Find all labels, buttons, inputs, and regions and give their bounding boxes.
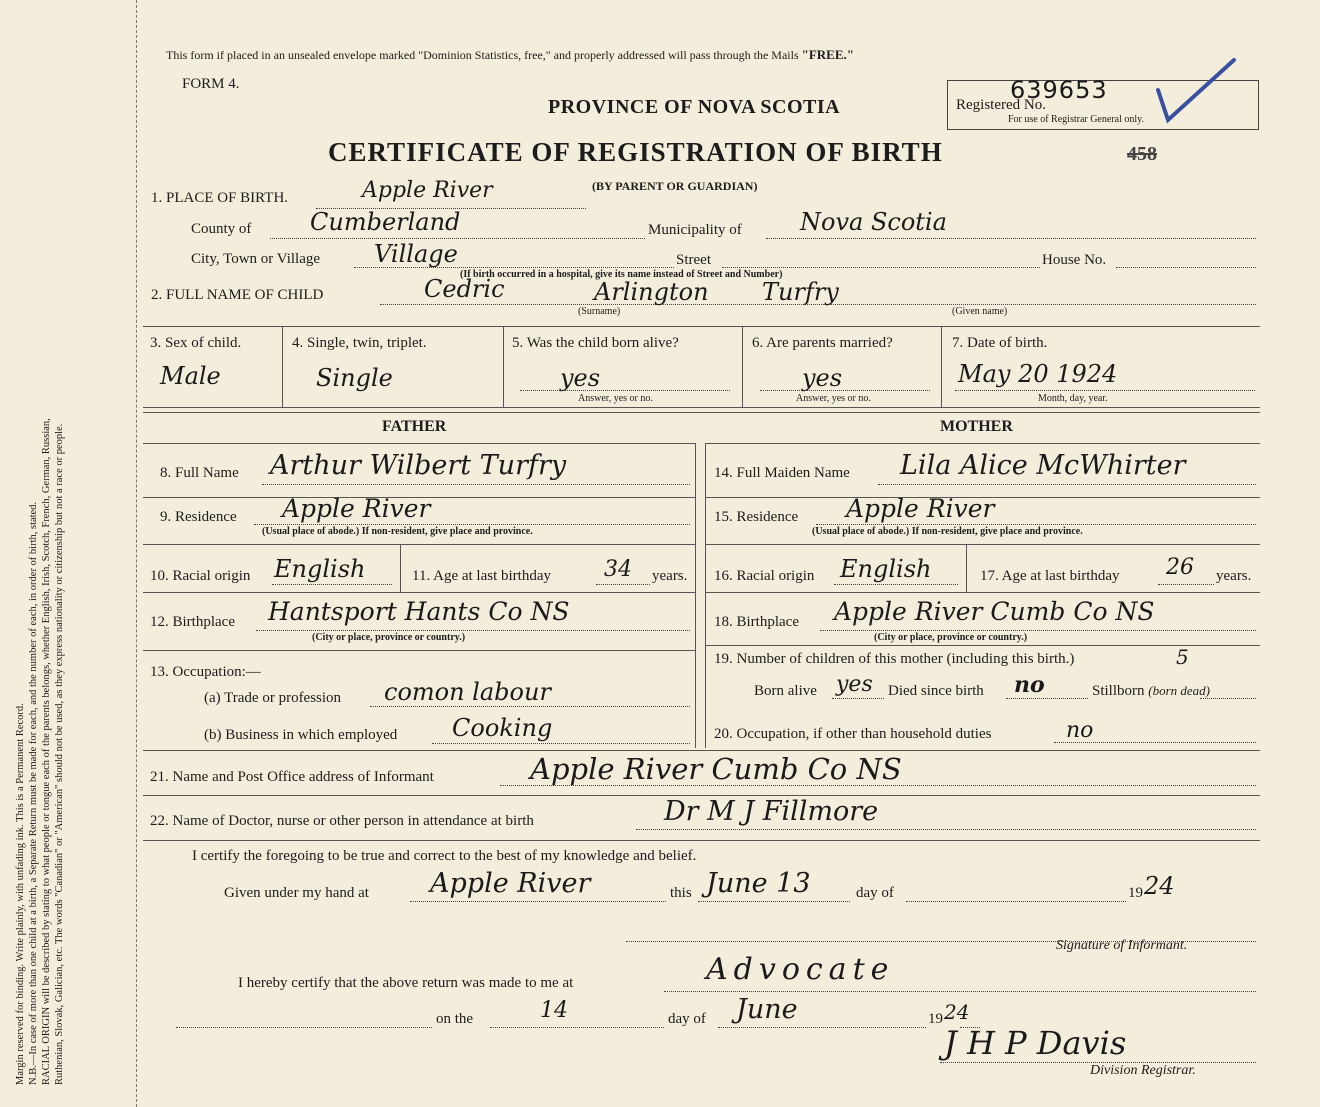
father-business-label: (b) Business in which employed	[204, 727, 398, 743]
registrar-signature: J H P Davis	[944, 1024, 1127, 1062]
mother-children-value: 5	[1176, 645, 1189, 669]
registrar-place-line	[664, 991, 1256, 992]
father-residence-value: Apple River	[282, 494, 431, 523]
stillborn-note: (born dead)	[1148, 683, 1211, 698]
given-day-of-label: day of	[856, 885, 894, 901]
certificate-subtitle: (BY PARENT OR GUARDIAN)	[592, 179, 758, 193]
mother-abode-note: (Usual place of abode.) If non-resident, give place and province.	[812, 526, 1083, 537]
father-birthplace-label: 12. Birthplace	[150, 614, 235, 630]
row3-divider-1	[282, 326, 283, 407]
registrar-on-the-label: on the	[436, 1011, 474, 1027]
given-place-line	[410, 901, 666, 902]
mother-row-rule-2	[705, 544, 1260, 545]
registrar-year-value: 24	[944, 1000, 970, 1024]
certificate-title: CERTIFICATE OF REGISTRATION OF BIRTH	[328, 137, 943, 167]
child-given-value: Turfry	[762, 278, 839, 306]
given-date-line	[698, 901, 850, 902]
stillborn-label	[1092, 683, 1210, 700]
father-age-value: 34	[604, 557, 632, 582]
parents-married-value: yes	[802, 364, 843, 392]
margin-line-1: Margin reserved for binding. Write plainly, with unfading ink. This is a Permanent Record.	[15, 703, 26, 1085]
city-value: Village	[374, 240, 458, 268]
county-line	[270, 238, 645, 239]
registrar-day-line	[490, 1027, 664, 1028]
father-race-label: 10. Racial origin	[150, 568, 251, 584]
place-of-birth-label: 1. PLACE OF BIRTH.	[151, 190, 289, 206]
street-line	[722, 267, 1040, 268]
father-race-divider	[400, 544, 401, 592]
registrar-place-value: Advocate	[706, 952, 895, 987]
born-alive-count-label: Born alive	[754, 683, 817, 699]
father-abode-note: (Usual place of abode.) If non-resident, give place and province.	[262, 526, 533, 537]
mother-age-label: 17. Age at last birthday	[980, 568, 1120, 584]
city-label: City, Town or Village	[191, 251, 321, 267]
dob-note: Month, day, year.	[1038, 393, 1108, 404]
margin-line-3: RACIAL ORIGIN will be described by stating to what people or tongue each of the parents belongs, whether English, Irish, Scotch, French, German, Russian,	[41, 418, 52, 1085]
father-occupation-label: 13. Occupation:—	[150, 664, 261, 680]
county-value: Cumberland	[310, 208, 461, 236]
dob-line	[955, 390, 1255, 391]
father-years-label: years.	[652, 568, 688, 584]
street-label: Street	[676, 252, 711, 268]
sex-label: 3. Sex of child.	[150, 335, 242, 351]
informant-value: Apple River Cumb Co NS	[530, 752, 902, 786]
doctor-value: Dr M J Fillmore	[664, 796, 879, 827]
parents-married-label: 6. Are parents married?	[752, 335, 893, 351]
stillborn-label-text: Stillborn	[1092, 683, 1145, 699]
mother-age-value: 26	[1166, 555, 1194, 580]
informant-label: 21. Name and Post Office address of Informant	[150, 769, 434, 785]
mother-race-value: English	[840, 555, 932, 583]
place-of-birth-value: Apple River	[362, 178, 493, 203]
mother-residence-line	[816, 524, 1256, 525]
binding-margin-rule	[136, 0, 137, 1107]
father-business-line	[432, 743, 690, 744]
form-number: FORM 4.	[182, 76, 240, 92]
row3-bottom-rule	[143, 407, 1260, 408]
mail-notice	[166, 47, 854, 63]
margin-line-4: Ruthenian, Slovak, Galician, etc. The words "Canadian" or "American" should not be used, as they express nationality or citizenship but not a race or people.	[54, 423, 65, 1085]
row3-divider-3	[742, 326, 743, 407]
doctor-label: 22. Name of Doctor, nurse or other person in attendance at birth	[150, 813, 534, 829]
mother-age-line	[1158, 584, 1214, 585]
registrar-month-value: June	[736, 994, 798, 1025]
hospital-note: (If birth occurred in a hospital, give its name instead of Street and Number)	[460, 269, 783, 280]
mother-race-label: 16. Racial origin	[714, 568, 815, 584]
father-residence-line	[254, 524, 690, 525]
mother-heading: MOTHER	[940, 418, 1013, 435]
parents-top-rule	[143, 412, 1260, 413]
father-trade-line	[370, 706, 690, 707]
row3-top-rule	[143, 326, 1260, 327]
father-heading-rule	[143, 443, 695, 444]
mother-left-rule	[705, 443, 706, 748]
child-middle-value: Arlington	[594, 278, 709, 306]
father-name-label: 8. Full Name	[160, 465, 239, 481]
mother-birthplace-line	[820, 630, 1256, 631]
registrar-note: For use of Registrar General only.	[1008, 114, 1144, 125]
born-alive-count-value: yes	[836, 672, 873, 697]
father-age-line	[596, 584, 650, 585]
given-place-value: Apple River	[430, 868, 591, 899]
father-row-rule-3	[143, 592, 695, 593]
mother-occupation-label: 20. Occupation, if other than household duties	[714, 726, 992, 742]
dob-label: 7. Date of birth.	[952, 335, 1048, 351]
registrar-year-prefix: 19	[928, 1011, 943, 1027]
this-label: this	[670, 885, 692, 901]
mother-name-value: Lila Alice McWhirter	[900, 450, 1186, 481]
registrar-blank-line	[176, 1027, 432, 1028]
mail-free-text: "FREE."	[801, 47, 854, 62]
county-label: County of	[191, 221, 252, 237]
given-year-prefix: 19	[1128, 885, 1143, 901]
father-trade-value: comon labour	[384, 678, 551, 706]
mother-occupation-value: no	[1066, 718, 1094, 743]
mother-race-divider	[966, 544, 967, 592]
born-alive-line	[520, 390, 730, 391]
mother-race-line	[834, 584, 958, 585]
given-under-hand-label: Given under my hand at	[224, 885, 369, 901]
municipality-label: Municipality of	[648, 222, 742, 238]
mother-birthplace-value: Apple River Cumb Co NS	[834, 597, 1155, 626]
margin-line-2: N.B.—In case of more than one child at a birth, a Separate Return must be made for each, and the number of each, in order of birth, stated.	[28, 501, 39, 1085]
single-twin-value: Single	[316, 364, 393, 392]
mother-residence-label: 15. Residence	[714, 509, 799, 525]
registrar-month-line	[718, 1027, 926, 1028]
born-alive-label: 5. Was the child born alive?	[512, 335, 679, 351]
mother-name-label: 14. Full Maiden Name	[714, 465, 850, 481]
mother-name-line	[878, 484, 1256, 485]
given-month-line	[906, 901, 1126, 902]
certify-top-rule	[143, 840, 1260, 841]
child-surname-value: Cedric	[424, 275, 505, 303]
father-race-line	[272, 584, 392, 585]
died-since-birth-line	[1006, 698, 1088, 699]
stillborn-line	[1200, 698, 1256, 699]
row3-divider-2	[503, 326, 504, 407]
single-twin-label: 4. Single, twin, triplet.	[292, 335, 427, 351]
municipality-line	[766, 238, 1256, 239]
given-date-value: June 13	[706, 868, 811, 899]
given-year-value: 24	[1144, 872, 1175, 900]
registrar-day-of-label: day of	[668, 1011, 706, 1027]
born-alive-value: yes	[560, 364, 601, 392]
mother-heading-rule	[705, 443, 1260, 444]
division-registrar-label: Division Registrar.	[1090, 1063, 1196, 1078]
father-name-value: Arthur Wilbert Turfry	[270, 450, 567, 481]
given-name-note: (Given name)	[952, 306, 1008, 317]
province-title: PROVINCE OF NOVA SCOTIA	[548, 96, 841, 118]
parents-married-note: Answer, yes or no.	[796, 393, 871, 404]
row3-divider-4	[941, 326, 942, 407]
dob-value: May 20 1924	[958, 360, 1118, 388]
check-mark-icon	[1150, 50, 1240, 125]
mother-years-label: years.	[1216, 568, 1252, 584]
father-row-rule-2	[143, 544, 695, 545]
mother-children-label: 19. Number of children of this mother (including this birth.)	[714, 651, 1075, 667]
parents-married-line	[760, 390, 930, 391]
father-age-label: 11. Age at last birthday	[412, 568, 551, 584]
registrar-certify-text: I hereby certify that the above return was made to me at	[238, 975, 574, 991]
certify-text: I certify the foregoing to be true and correct to the best of my knowledge and belief.	[192, 848, 697, 864]
father-name-line	[262, 484, 690, 485]
registered-number: 639653	[1010, 76, 1108, 104]
mother-birthplace-label: 18. Birthplace	[714, 614, 799, 630]
mail-notice-text: This form if placed in an unsealed envelope marked "Dominion Statistics, free," and properly addressed will pass through the Mails	[166, 48, 799, 62]
born-alive-count-line	[832, 698, 884, 699]
child-name-label: 2. FULL NAME OF CHILD	[151, 287, 324, 303]
father-row-rule-4	[143, 650, 695, 651]
informant-signature-label: Signature of Informant.	[1056, 938, 1188, 953]
father-birthplace-note: (City or place, province or country.)	[312, 632, 466, 643]
died-since-birth-value: no	[1014, 672, 1045, 698]
born-alive-note: Answer, yes or no.	[578, 393, 653, 404]
father-residence-label: 9. Residence	[160, 509, 237, 525]
mother-row-rule-3	[705, 592, 1260, 593]
sex-value: Male	[160, 362, 221, 390]
mother-birthplace-note: (City or place, province or country.)	[874, 632, 1028, 643]
margin-notes	[14, 40, 66, 1085]
father-right-rule	[695, 443, 696, 748]
father-race-value: English	[274, 555, 366, 583]
father-birthplace-line	[256, 630, 690, 631]
informant-top-rule	[143, 750, 1260, 751]
doctor-line	[636, 829, 1256, 830]
father-business-value: Cooking	[452, 714, 553, 742]
house-no-label: House No.	[1042, 252, 1107, 268]
struck-number: 458	[1127, 143, 1157, 165]
father-trade-label: (a) Trade or profession	[204, 690, 342, 706]
registered-label: Registered No.	[956, 97, 1046, 113]
municipality-value: Nova Scotia	[800, 208, 947, 236]
surname-note: (Surname)	[578, 306, 621, 317]
father-birthplace-value: Hantsport Hants Co NS	[268, 597, 570, 626]
father-heading: FATHER	[382, 418, 447, 435]
died-since-birth-label: Died since birth	[888, 683, 984, 699]
house-no-line	[1116, 267, 1256, 268]
mother-residence-value: Apple River	[846, 494, 995, 523]
registrar-day-value: 14	[540, 998, 568, 1023]
